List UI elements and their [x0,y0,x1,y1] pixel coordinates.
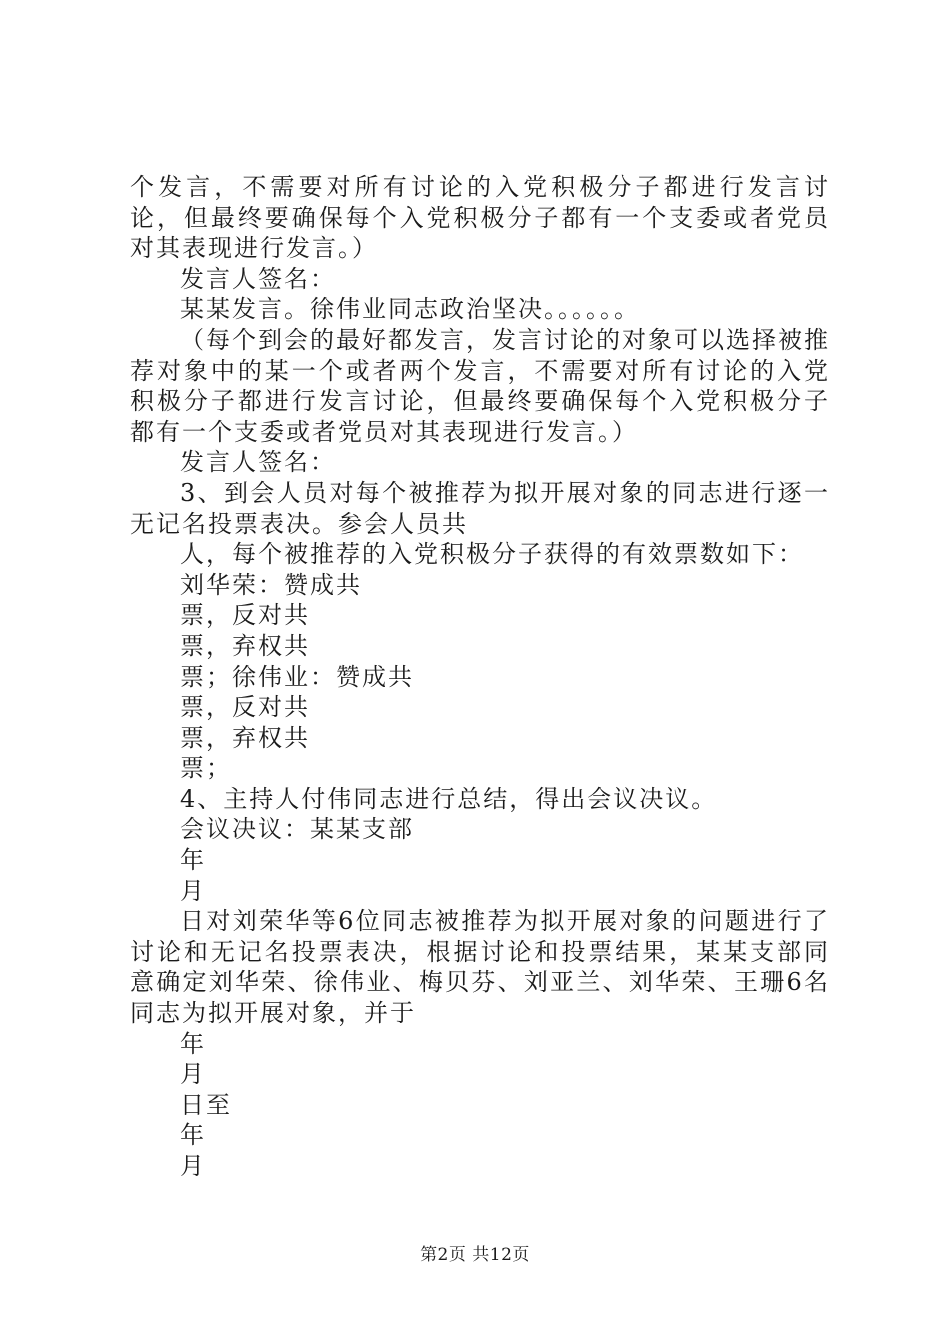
date-line: 月 [180,1060,206,1089]
date-line: 月 [180,876,206,905]
vote-line: 票，反对共 [180,601,310,630]
text-line: 4、主持人付伟同志进行总结，得出会议决议。 [180,784,718,813]
page-number: 第2页 共12页 [420,1245,530,1265]
paragraph: 日对刘荣华等6位同志被推荐为拟开展对象的问题进行了讨论和无记名投票表决，根据讨论和投票结果，某某支部同意确定刘华荣、徐伟业、梅贝芬、刘亚兰、刘华荣、王珊6名同志为拟开展对象，并于 [130,907,830,1028]
document-body [130,172,830,1182]
vote-line: 票，反对共 [180,693,310,722]
paragraph: （每个到会的最好都发言，发言讨论的对象可以选择被推荐对象中的某一个或者两个发言，不需要对所有讨论的入党积极分子都进行发言讨论，但最终要确保每个入党积极分子都有一个支委或者党员对其表现进行发言。） [130,325,830,446]
vote-line: 票； [180,754,232,783]
paragraph: 个发言，不需要对所有讨论的入党积极分子都进行发言讨论，但最终要确保每个入党积极分子都有一个支委或者党员对其表现进行发言。） [130,173,830,263]
paragraph: 3、到会人员对每个被推荐为拟开展对象的同志进行逐一无记名投票表决。参会人员共 [130,478,830,538]
vote-line: 票，弃权共 [180,631,310,660]
date-line: 年 [180,1121,206,1150]
signature-label: 发言人签名： [180,448,336,477]
date-line: 月 [180,1152,206,1180]
vote-line: 票；徐伟业：赞成共 [180,662,414,691]
text-line: 人，每个被推荐的入党积极分子获得的有效票数如下： [180,540,804,569]
date-line: 年 [180,1029,206,1058]
date-line: 日至 [180,1090,232,1119]
date-line: 年 [180,846,206,875]
vote-line: 刘华荣：赞成共 [180,570,362,599]
signature-label: 发言人签名： [180,264,336,293]
speech-content: 某某发言。徐伟业同志政治坚决。。。。。。 [180,295,640,324]
vote-line: 票，弃权共 [180,723,310,752]
text-line: 会议决议：某某支部 [180,815,414,844]
